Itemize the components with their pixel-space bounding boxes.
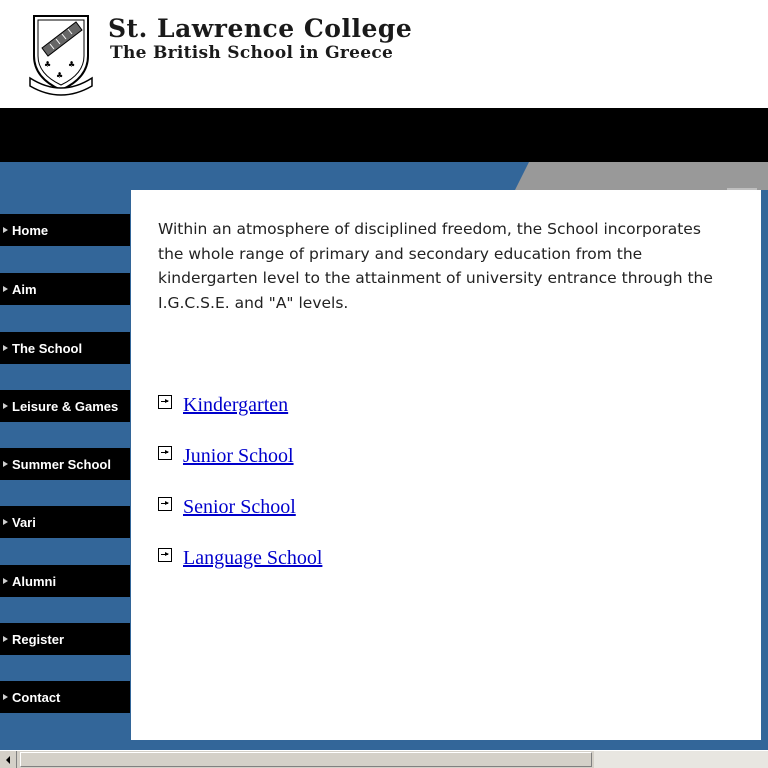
horizontal-scrollbar[interactable] — [0, 750, 768, 768]
nav-item-label: Register — [12, 631, 65, 647]
corner-decoration — [515, 162, 768, 190]
nav-item-label: Summer School — [12, 456, 111, 472]
nav-arrow-icon — [3, 286, 8, 292]
svg-text:♣: ♣ — [44, 60, 52, 69]
link-row-language-school — [158, 545, 322, 571]
boxed-arrow-icon — [158, 395, 172, 409]
nav-item-label: Home — [12, 222, 49, 238]
nav-item-summer-school[interactable] — [0, 448, 130, 480]
header-black-band — [0, 108, 768, 162]
scrollbar-track[interactable] — [594, 751, 768, 768]
link-row-senior-school — [158, 494, 296, 520]
nav-item-label: Leisure & Games — [12, 398, 119, 414]
senior-school-link[interactable]: Senior School — [183, 495, 296, 518]
nav-arrow-icon — [3, 636, 8, 642]
scroll-left-button[interactable] — [0, 751, 17, 768]
nav-item-label: Alumni — [12, 573, 57, 589]
nav-item-label: Aim — [12, 281, 37, 297]
language-school-link[interactable]: Language School — [183, 546, 323, 569]
link-row-junior-school — [158, 443, 294, 469]
svg-text:♣: ♣ — [56, 71, 64, 80]
nav-arrow-icon — [3, 519, 8, 525]
nav-item-home[interactable] — [0, 214, 130, 246]
college-name: St. Lawrence College — [108, 14, 413, 43]
nav-item-vari[interactable] — [0, 506, 130, 538]
scrollbar-thumb[interactable] — [20, 752, 592, 767]
nav-item-label: The School — [12, 340, 83, 356]
nav-arrow-icon — [3, 345, 8, 351]
nav-item-label: Contact — [12, 689, 61, 705]
college-subtitle: The British School in Greece — [110, 43, 394, 63]
link-row-kindergarten — [158, 392, 288, 418]
scroll-left-arrow-icon — [6, 756, 10, 764]
nav-item-leisure-games[interactable] — [0, 390, 130, 422]
nav-item-label: Vari — [12, 514, 36, 530]
nav-arrow-icon — [3, 578, 8, 584]
nav-item-alumni[interactable] — [0, 565, 130, 597]
nav-item-contact[interactable] — [0, 681, 130, 713]
svg-text:♣: ♣ — [68, 60, 76, 69]
nav-arrow-icon — [3, 694, 8, 700]
intro-paragraph: Within an atmosphere of disciplined freedom, the School incorporates the whole range of primary and secondary education from the kindergarten level to the attainment of university entrance through the I.G.C.S.E. and "A" levels. — [158, 220, 713, 312]
site-header — [0, 0, 768, 108]
kindergarten-link[interactable]: Kindergarten — [183, 393, 289, 416]
nav-item-register[interactable] — [0, 623, 130, 655]
nav-arrow-icon — [3, 403, 8, 409]
school-crest-logo[interactable] — [28, 12, 94, 96]
boxed-arrow-icon — [158, 446, 172, 460]
junior-school-link[interactable]: Junior School — [183, 444, 294, 467]
nav-item-the-school[interactable] — [0, 332, 130, 364]
boxed-arrow-icon — [158, 548, 172, 562]
boxed-arrow-icon — [158, 497, 172, 511]
main-content-panel — [131, 190, 761, 740]
nav-arrow-icon — [3, 227, 8, 233]
nav-arrow-icon — [3, 461, 8, 467]
nav-item-aim[interactable] — [0, 273, 130, 305]
